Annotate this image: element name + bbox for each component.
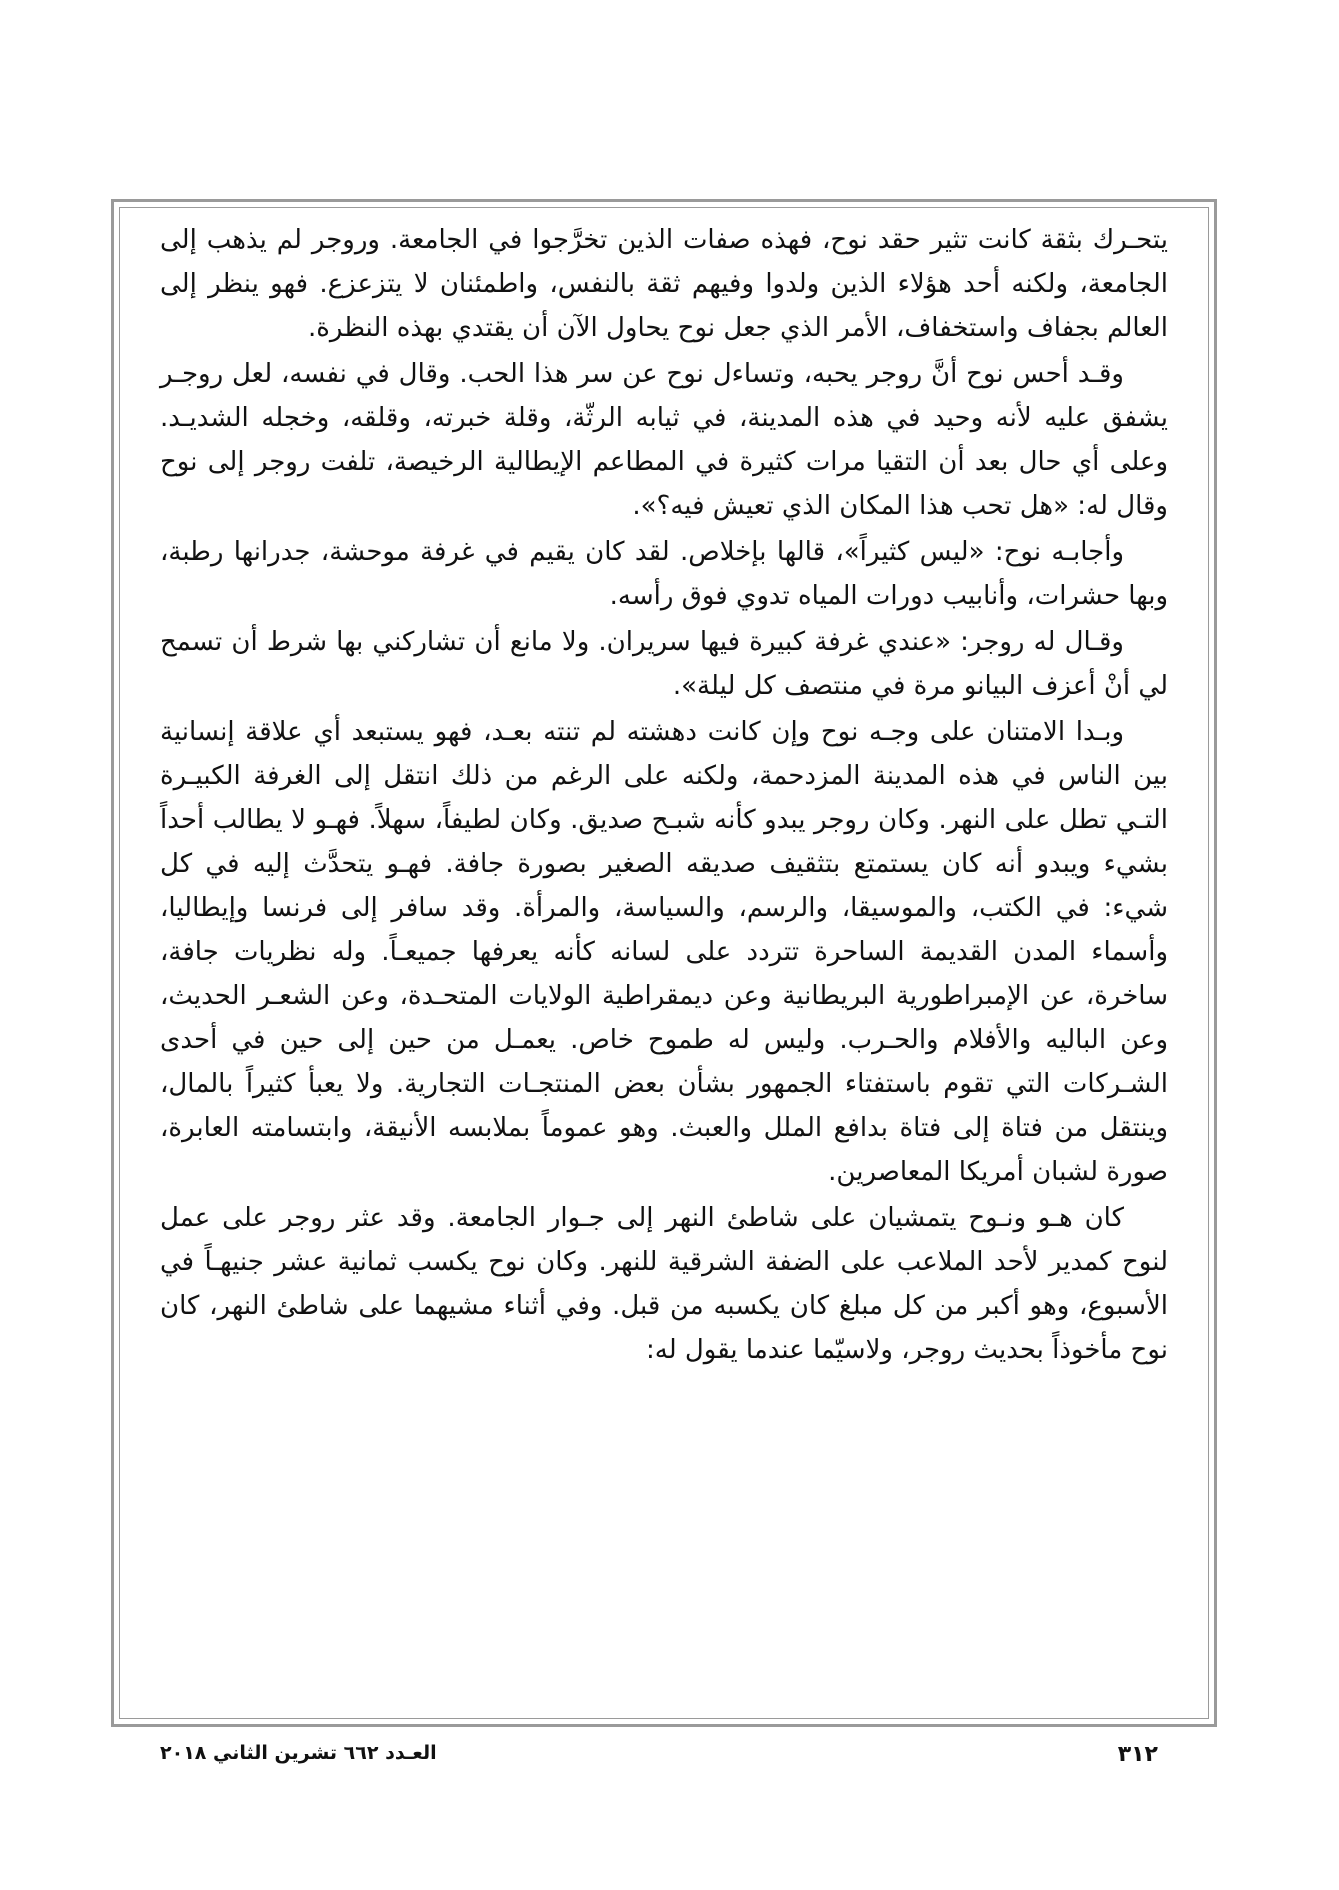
footer-issue-info: العـدد ٦٦٢ تشرين الثاني ٢٠١٨	[160, 1742, 437, 1764]
paragraph-4: وقـال له روجر: «عندي غرفة كبيرة فيها سريران. ولا مانع أن تشاركني بها شرط أن تسمح لي أنْ أعزف البيانو مرة في منتصف كل ليلة».	[160, 627, 1168, 701]
paragraph-5: وبـدا الامتنان على وجـه نوح وإن كانت دهشته لم تنته بعـد، فهو يستبعد أي علاقة إنسانية بين الناس في هذه المدينة المزدحمة، ولكنه على الرغم من ذلك انتقل إلى الغرفة الكبيـرة التـي تطل على النهر. وكان روجر يبدو كأنه شبـح صديق. وكان لطيفاً، سهلاً. فهـو لا يطالب أحداً بشيء ويبدو أنه كان يستمتع بتثقيف صديقه الصغير بصورة جافة. فهـو يتحدَّث إليه في كل شيء: في الكتب، والموسيقا، والرسم، والسياسة، والمرأة. وقد سافر إلى فرنسا وإيطاليا، وأسماء المدن القديمة الساحرة تتردد على لسانه كأنه يعرفها جميعـاً. وله نظريات جافة، ساخرة، عن الإمبراطورية البريطانية وعن ديمقراطية الولايات المتحـدة، وعن الشعـر الحديث، وعن الباليه والأفلام والحـرب. وليس له طموح خاص. يعمـل من حين إلى حين في أحدى الشـركات التي تقوم باستفتاء الجمهور بشأن بعض المنتجـات التجارية. ولا يعبأ كثيراً بالمال، وينتقل من فتاة إلى فتاة بدافع الملل والعبث. وهو عموماً بملابسه الأنيقة، وابتسامته العابرة، صورة لشبان أمريكا المعاصرين.	[160, 717, 1168, 1187]
paragraph-3: وأجابـه نوح: «ليس كثيراً»، قالها بإخلاص. لقد كان يقيم في غرفة موحشة، جدرانها رطبة، وبها حشرات، وأنابيب دورات المياه تدوي فوق رأسه.	[160, 537, 1168, 611]
paragraph-6: كان هـو ونـوح يتمشيان على شاطئ النهر إلى جـوار الجامعة. وقد عثر روجر على عمل لنوح كمدير لأحد الملاعب على الضفة الشرقية للنهر. وكان نوح يكسب ثمانية عشر جنيهـاً في الأسبوع، وهو أكبر من كل مبلغ كان يكسبه من قبل. وفي أثناء مشيهما على شاطئ النهر، كان نوح مأخوذاً بحديث روجر، ولاسيّما عندما يقول له:	[160, 1203, 1168, 1365]
paragraph-1: يتحـرك بثقة كانت تثير حقد نوح، فهذه صفات الذين تخرَّجوا في الجامعة. وروجر لم يذهب إلى الجامعة، ولكنه أحد هؤلاء الذين ولدوا وفيهم ثقة بالنفس، واطمئنان لا يتزعزع. فهو ينظر إلى العالم بجفاف واستخفاف، الأمر الذي جعل نوح يحاول الآن أن يقتدي بهذه النظرة.	[160, 225, 1168, 343]
footer-page-number: ٣١٢	[1117, 1742, 1158, 1767]
paragraph-2: وقـد أحس نوح أنَّ روجر يحبه، وتساءل نوح عن سر هذا الحب. وقال في نفسه، لعل روجـر يشفق عليه لأنه وحيد في هذه المدينة، في ثيابه الرثّة، وقلة خبرته، وقلقه، وخجله الشديـد. وعلى أي حال بعد أن التقيا مرات كثيرة في المطاعم الإيطالية الرخيصة، تلفت روجر إلى نوح وقال له: «هل تحب هذا المكان الذي تعيش فيه؟».	[160, 359, 1168, 521]
article-body	[160, 218, 1168, 1374]
